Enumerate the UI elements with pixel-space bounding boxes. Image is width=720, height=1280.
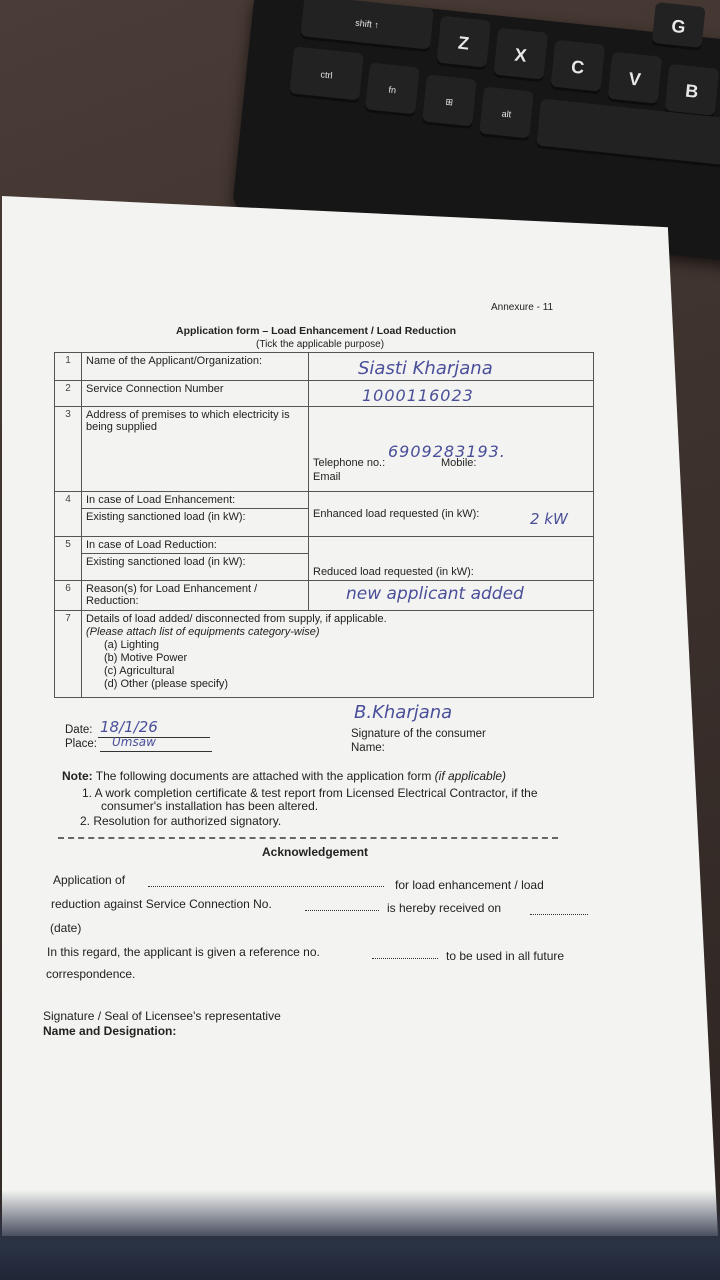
handwritten-reason: new applicant added [346,584,524,604]
details-note: (Please attach list of equipments category-wise) [86,626,320,639]
ack-line1-b: for load enhancement / load [395,878,544,892]
handwritten-service-number: 1000116023 [362,386,474,405]
key-fn: fn [365,62,420,117]
note-text: The following documents are attached with the application form [95,769,432,783]
key-x: X [493,28,548,83]
licensee-signature-label: Signature / Seal of Licensee's representative [43,1009,281,1023]
row-number: 7 [55,611,82,698]
place-label: Place: [65,738,97,750]
row-number: 2 [55,381,82,407]
name-label: Name: [351,742,385,754]
key-c: C [550,40,605,95]
key-shift: shift ↑ [300,0,434,53]
reduced-load-label: Reduced load requested (in kW): [309,536,594,580]
email-label: Email [313,471,341,484]
note-label: Note: [62,769,93,783]
reason-label: Reason(s) for Load Enhancement / Reduction: [82,580,309,610]
ack-blank-date [530,914,588,915]
key-b: B [664,64,719,119]
table-row [55,536,594,580]
section-divider [58,837,558,839]
annexure-label: Annexure - 11 [491,302,554,313]
note-item-2: 2. Resolution for authorized signatory. [80,814,282,828]
note-condition: (if applicable) [434,769,507,783]
ack-line3: (date) [50,921,82,935]
option-lighting: (a) Lighting [104,639,160,652]
service-connection-label: Service Connection Number [82,381,309,407]
ack-blank-connection [305,910,379,911]
existing-load-label: Existing sanctioned load (in kW): [86,511,246,524]
key-windows: ⊞ [422,74,477,129]
key-alt: alt [479,86,534,141]
key-v: V [607,52,662,107]
name-designation-label: Name and Designation: [43,1024,177,1038]
note-item-1-cont: consumer's installation has been altered. [101,799,319,813]
place-line [100,751,212,752]
row-number: 6 [55,580,82,610]
applicant-name-label: Name of the Applicant/Organization: [82,353,309,381]
foreground-shadow [0,1190,720,1280]
address-label: Address of premises to which electricity is being supplied [82,407,309,492]
note-line [62,769,506,783]
row-number: 4 [55,492,82,536]
key-g: G [651,2,705,51]
date-label: Date: [65,724,93,736]
row-number: 5 [55,536,82,580]
ack-line2-b: is hereby received on [387,901,502,915]
handwritten-signature: B.Kharjana [354,702,453,723]
details-label: Details of load added/ disconnected from supply, if applicable. [86,613,387,626]
ack-line1-a: Application of [53,873,126,887]
table-row [55,611,594,698]
handwritten-enhanced-load: 2 kW [530,510,568,528]
handwritten-date: 18/1/26 [100,718,158,736]
ack-line2-a: reduction against Service Connection No. [51,897,272,911]
enhancement-label: In case of Load Enhancement: [82,492,308,509]
reduction-label: In case of Load Reduction: [82,537,308,554]
table-row [55,381,594,407]
table-row [55,492,594,536]
table-row [55,407,594,492]
form-subtitle: (Tick the applicable purpose) [256,339,385,350]
ack-line4-b: to be used in all future [446,949,565,963]
ack-line4-a: In this regard, the applicant is given a reference no. [47,945,320,959]
form-title: Application form – Load Enhancement / Load Reduction [176,325,457,337]
option-other: (d) Other (please specify) [104,678,229,691]
key-ctrl: ctrl [289,46,364,103]
mobile-label: Mobile: [441,457,477,470]
telephone-label: Telephone no.: [313,457,386,470]
ack-line5: correspondence. [46,967,136,981]
handwritten-place: Umsaw [112,735,156,749]
key-z: Z [436,16,491,71]
option-agricultural: (c) Agricultural [104,665,175,678]
signature-label: Signature of the consumer [351,728,486,740]
ack-blank-application [148,886,384,887]
handwritten-applicant-name: Siasti Kharjana [358,358,493,379]
row-number: 1 [55,353,82,381]
handwritten-mobile-number: 6909283193. [388,442,506,461]
ack-blank-reference [372,958,438,959]
application-table [54,352,594,698]
table-row [55,353,594,381]
existing-load-label-2: Existing sanctioned load (in kW): [86,555,246,568]
option-motive-power: (b) Motive Power [104,652,188,665]
enhanced-load-label: Enhanced load requested (in kW): [309,492,594,536]
ack-title: Acknowledgement [262,845,369,859]
note-item-1: 1. A work completion certificate & test report from Licensed Electrical Contractor, if the [82,786,538,800]
row-number: 3 [55,407,82,492]
